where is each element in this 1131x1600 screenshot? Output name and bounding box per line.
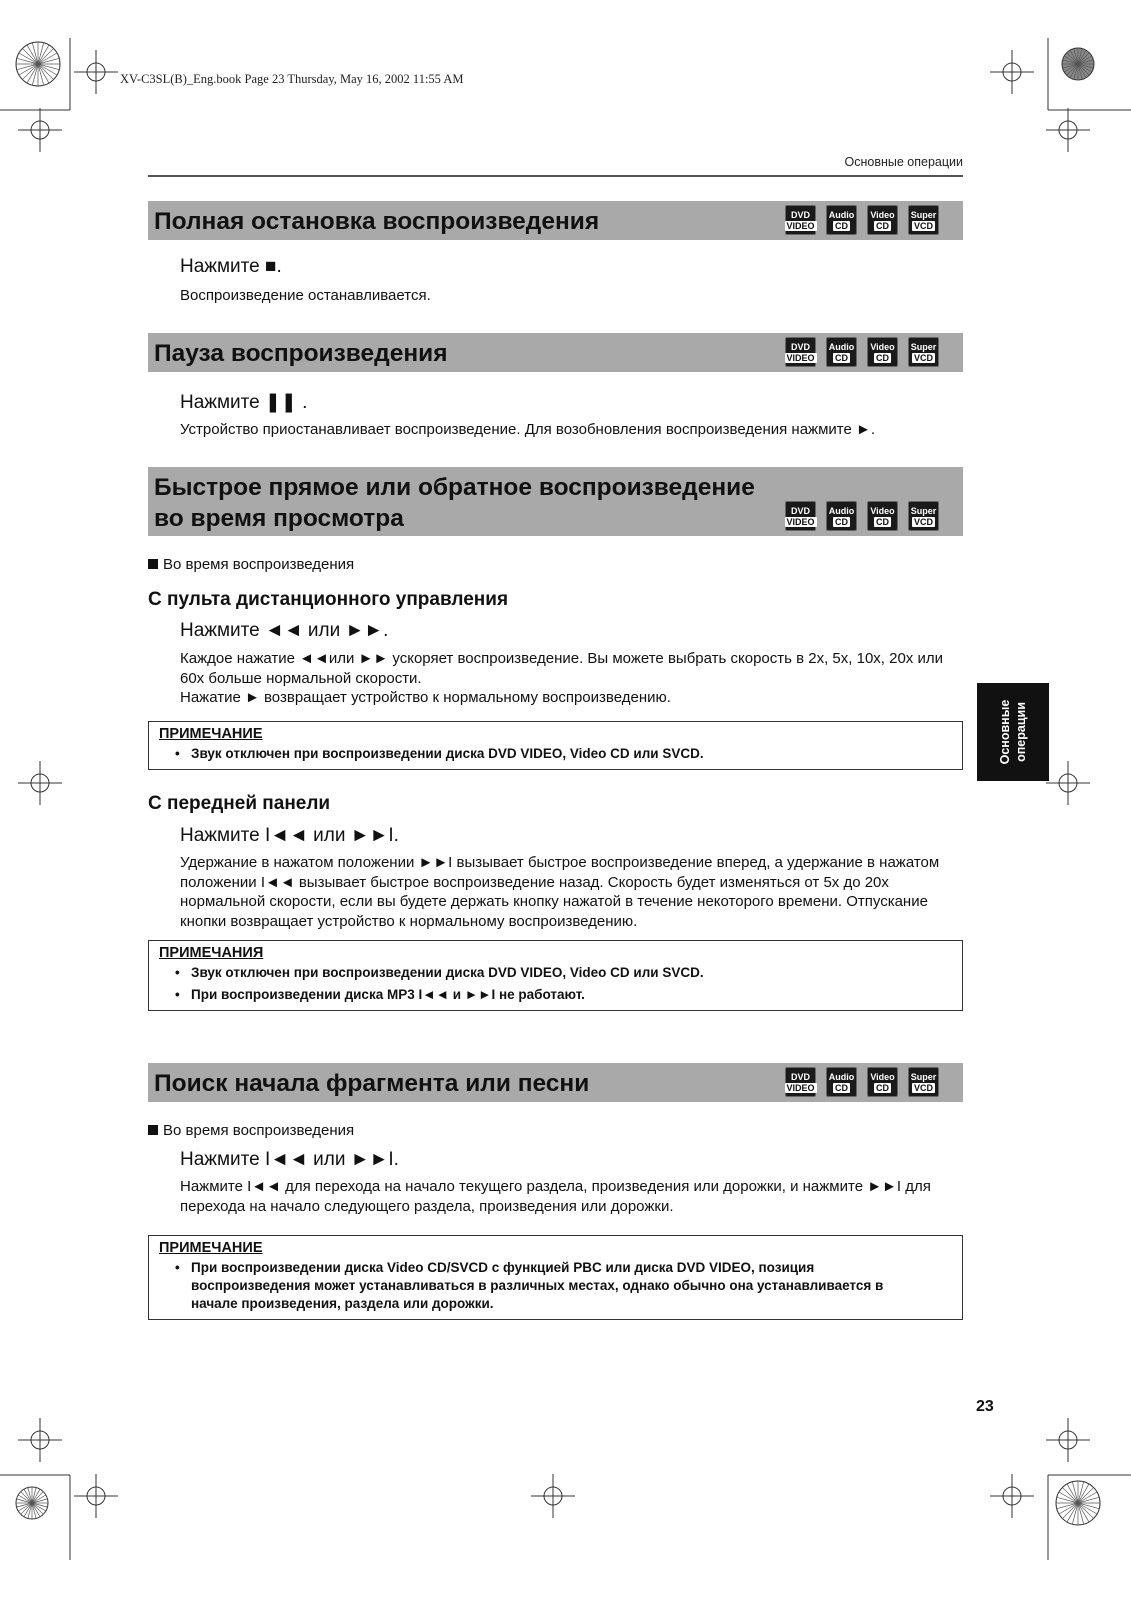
sunburst-ray: [17, 1499, 32, 1503]
body-text: Каждое нажатие ◄◄или ►► ускоряет воспроизведение. Вы можете выбрать скорость в 2x, 5x, 10x, 20x или 60x больше нормальной скорости.: [180, 650, 943, 687]
sunburst-ray: [32, 1503, 46, 1511]
subhead-front-panel: С передней панели: [148, 793, 331, 814]
sunburst-ray: [1070, 64, 1078, 78]
sunburst-ray: [1078, 1503, 1089, 1522]
sunburst-ray: [18, 1495, 32, 1503]
sunburst-ray: [21, 1503, 32, 1514]
sunburst-ray: [1078, 60, 1093, 64]
sunburst-icon: [1062, 48, 1094, 80]
sunburst-ray: [18, 1503, 32, 1511]
sunburst-icon: [1056, 1481, 1100, 1525]
press-instruction: Нажмите ◄◄ или ►►.: [180, 620, 389, 641]
sunburst-ray: [38, 45, 49, 64]
registration-mark-icon: [531, 1474, 575, 1518]
sunburst-ray: [1067, 53, 1078, 64]
sunburst-ray: [1078, 64, 1092, 72]
sunburst-ray: [1064, 64, 1078, 72]
sunburst-ray: [1062, 1487, 1078, 1503]
sunburst-ray: [1059, 1503, 1078, 1514]
section-header-search: [148, 1063, 963, 1102]
sunburst-ray: [1062, 1503, 1078, 1519]
running-header: Основные операции: [844, 155, 963, 169]
registration-mark-icon: [990, 50, 1034, 94]
chapter-tab: [977, 683, 1049, 781]
square-bullet-icon: [148, 559, 158, 569]
dvd-video-badge-icon: DVD VIDEO: [785, 501, 816, 531]
sunburst-ray: [1078, 1503, 1099, 1509]
sunburst-ray: [19, 64, 38, 75]
dvd-video-badge-icon: DVD VIDEO: [785, 337, 816, 367]
sunburst-ray: [1074, 64, 1078, 79]
square-bullet-icon: [148, 1125, 158, 1135]
sunburst-ray: [1078, 1487, 1094, 1503]
dvd-video-badge-icon: DVD VIDEO: [785, 205, 816, 235]
sunburst-ray: [1072, 1503, 1078, 1524]
section-header-pause: [148, 333, 963, 372]
sunburst-ray: [1072, 1482, 1078, 1503]
body-text: Удержание в нажатом положении ►►I вызывает быстрое воспроизведение вперед, а удержание в нажатом положении I◄◄ вызывает быстрое воспроизведение назад. Скорость будет изменяться от 5x до 20x нормальной скорости, если вы будете держать кнопку нажатой в течение некоторого времени. Отпускание кнопки возвращает устройство к нормальному воспроизведению.: [180, 854, 940, 930]
note-title: ПРИМЕЧАНИЕ: [159, 726, 263, 742]
disc-badges: [785, 205, 939, 235]
section-title: Быстрое прямое или обратное воспроизведение во время просмотра: [154, 474, 755, 532]
super-vcd-badge-icon: Super VCD: [908, 337, 939, 367]
condition-label: Во время воспроизведения: [148, 556, 354, 573]
sunburst-ray: [32, 64, 38, 85]
sunburst-ray: [1057, 1497, 1078, 1503]
section-header-stop: [148, 201, 963, 240]
sunburst-ray: [28, 1488, 32, 1503]
body-text: Нажмите I◄◄ для перехода на начало текущего раздела, произведения или дорожки, и нажмите ►►I для перехода на начало следующего раздела, произведения или дорожки.: [180, 1178, 931, 1215]
sunburst-ray: [27, 64, 38, 83]
sunburst-ray: [1078, 64, 1093, 68]
disc-badges: [785, 337, 939, 367]
registration-mark-icon: [74, 1474, 118, 1518]
sunburst-ray: [38, 64, 44, 85]
audio-cd-badge-icon: Audio CD: [826, 1067, 857, 1097]
sunburst-ray: [1078, 64, 1086, 78]
header-rule: [148, 175, 963, 177]
sunburst-ray: [38, 43, 44, 64]
chapter-tab-label: Основные операции: [998, 699, 1028, 765]
sunburst-ray: [1059, 1492, 1078, 1503]
sunburst-ray: [38, 64, 59, 70]
sunburst-ray: [17, 1503, 32, 1507]
sunburst-ray: [38, 48, 54, 64]
sunburst-ray: [19, 53, 38, 64]
sunburst-ray: [1078, 1484, 1089, 1503]
registration-mark-icon: [18, 761, 62, 805]
sunburst-ray: [24, 1489, 32, 1503]
sunburst-ray: [1070, 50, 1078, 64]
sunburst-ray: [27, 45, 38, 64]
note-item: • При воспроизведении диска Video CD/SVCD с функцией PBC или диска DVD VIDEO, позиция воспроизведения может устанавливаться в различных местах, однако обычно она устанавливается в начале произведения, раздела или дорожки.: [159, 1259, 952, 1313]
press-instruction: Нажмите I◄◄ или ►►I.: [180, 1149, 399, 1170]
sunburst-ray: [1078, 1492, 1097, 1503]
disc-badges: [785, 501, 939, 531]
registration-mark-icon: [1046, 108, 1090, 152]
sunburst-ray: [1063, 60, 1078, 64]
sunburst-icon: [16, 42, 60, 86]
audio-cd-badge-icon: Audio CD: [826, 337, 857, 367]
registration-mark-icon: [1046, 1418, 1090, 1462]
sunburst-ray: [1078, 1503, 1084, 1524]
super-vcd-badge-icon: Super VCD: [908, 501, 939, 531]
sunburst-ray: [22, 48, 38, 64]
registration-mark-icon: [74, 50, 118, 94]
sunburst-ray: [1078, 53, 1089, 64]
sunburst-ray: [1078, 56, 1092, 64]
registration-mark-icon: [18, 1418, 62, 1462]
condition-label: Во время воспроизведения: [148, 1122, 354, 1139]
sunburst-ray: [32, 43, 38, 64]
body-text: Устройство приостанавливает воспроизведение. Для возобновления воспроизведения нажмите ►.: [180, 421, 875, 438]
sunburst-ray: [1067, 1484, 1078, 1503]
press-instruction: Нажмите I◄◄ или ►►I.: [180, 825, 399, 846]
sunburst-ray: [22, 64, 38, 80]
print-info: XV-C3SL(B)_Eng.book Page 23 Thursday, May 16, 2002 11:55 AM: [120, 72, 464, 86]
note-box: [148, 721, 963, 770]
video-cd-badge-icon: Video CD: [867, 1067, 898, 1097]
dvd-video-badge-icon: DVD VIDEO: [785, 1067, 816, 1097]
note-title: ПРИМЕЧАНИЕ: [159, 1240, 263, 1256]
note-box: [148, 940, 963, 1011]
sunburst-ray: [1078, 64, 1082, 79]
sunburst-ray: [1067, 64, 1078, 75]
sunburst-ray: [1078, 1503, 1097, 1514]
subhead-remote: С пульта дистанционного управления: [148, 589, 509, 610]
body-text: Воспроизведение останавливается.: [180, 287, 431, 304]
sunburst-ray: [32, 1503, 36, 1518]
sunburst-ray: [38, 53, 57, 64]
sunburst-ray: [1063, 64, 1078, 68]
video-cd-badge-icon: Video CD: [867, 337, 898, 367]
section-title: Пауза воспроизведения: [154, 340, 448, 367]
note-box: [148, 1235, 963, 1320]
sunburst-ray: [32, 1499, 47, 1503]
audio-cd-badge-icon: Audio CD: [826, 501, 857, 531]
registration-mark-icon: [18, 108, 62, 152]
note-item: • Звук отключен при воспроизведении диска DVD VIDEO, Video CD или SVCD.: [159, 745, 952, 763]
sunburst-ray: [21, 1492, 32, 1503]
note-item: • При воспроизведении диска MP3 I◄◄ и ►►I не работают.: [159, 986, 952, 1004]
sunburst-ray: [1078, 1482, 1084, 1503]
super-vcd-badge-icon: Super VCD: [908, 205, 939, 235]
sunburst-ray: [32, 1495, 46, 1503]
sunburst-ray: [1078, 49, 1082, 64]
disc-badges: [785, 1067, 939, 1097]
page-number: 23: [976, 1398, 994, 1415]
body-text: Нажатие ► возвращает устройство к нормальному воспроизведению.: [180, 689, 671, 706]
video-cd-badge-icon: Video CD: [867, 501, 898, 531]
sunburst-ray: [1074, 49, 1078, 64]
sunburst-ray: [32, 1488, 36, 1503]
sunburst-ray: [24, 1503, 32, 1517]
sunburst-ray: [1078, 1503, 1094, 1519]
press-instruction: Нажмите ❚❚ .: [180, 392, 308, 413]
section-title: Полная остановка воспроизведения: [154, 208, 600, 235]
press-instruction: Нажмите ■.: [180, 256, 282, 277]
super-vcd-badge-icon: Super VCD: [908, 1067, 939, 1097]
sunburst-ray: [17, 58, 38, 64]
sunburst-ray: [38, 64, 54, 80]
sunburst-ray: [1064, 56, 1078, 64]
registration-mark-icon: [990, 1474, 1034, 1518]
sunburst-ray: [28, 1503, 32, 1518]
sunburst-ray: [38, 64, 49, 83]
note-item: • Звук отключен при воспроизведении диска DVD VIDEO, Video CD или SVCD.: [159, 964, 952, 982]
sunburst-ray: [17, 64, 38, 70]
sunburst-ray: [32, 1489, 40, 1503]
sunburst-ray: [1057, 1503, 1078, 1509]
sunburst-ray: [1067, 1503, 1078, 1522]
registration-mark-icon: [1046, 761, 1090, 805]
section-header-fast-playback: [148, 467, 963, 536]
video-cd-badge-icon: Video CD: [867, 205, 898, 235]
sunburst-ray: [32, 1503, 40, 1517]
sunburst-ray: [38, 64, 57, 75]
sunburst-ray: [1078, 1497, 1099, 1503]
audio-cd-badge-icon: Audio CD: [826, 205, 857, 235]
sunburst-ray: [1078, 50, 1086, 64]
sunburst-icon: [16, 1487, 48, 1519]
sunburst-ray: [32, 1503, 43, 1514]
sunburst-ray: [38, 58, 59, 64]
sunburst-ray: [32, 1503, 47, 1507]
note-title: ПРИМЕЧАНИЯ: [159, 945, 264, 961]
sunburst-ray: [32, 1492, 43, 1503]
sunburst-ray: [1078, 64, 1089, 75]
section-title: Поиск начала фрагмента или песни: [154, 1070, 590, 1097]
